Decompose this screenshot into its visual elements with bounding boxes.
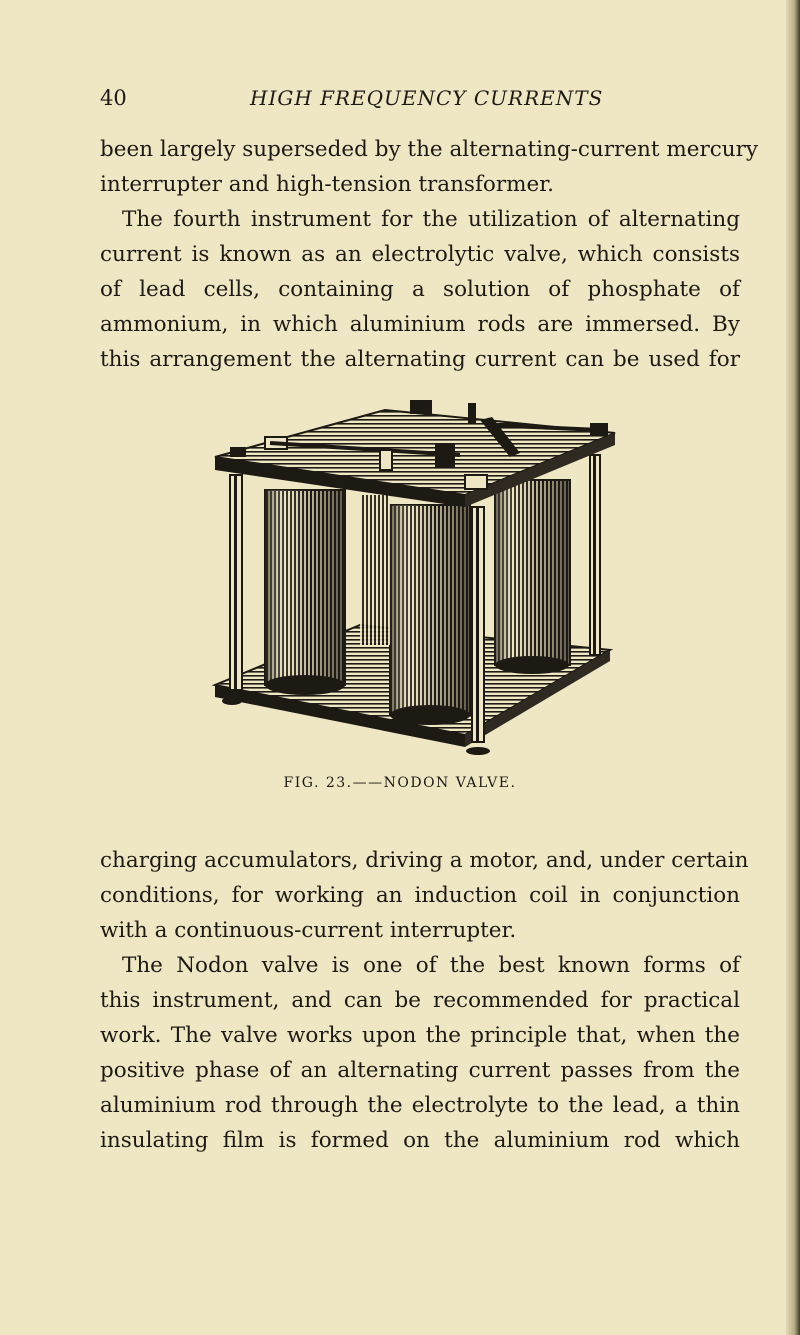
text-line: ammonium, in which aluminium rods are immersed. By [100, 312, 740, 337]
text-line: been largely superseded by the alternating-current mercury [100, 137, 759, 162]
paragraph [100, 948, 740, 1158]
page-number: 40 [100, 86, 127, 110]
paragraph [100, 202, 740, 377]
text-line: this arrangement the alternating current can be used for [100, 347, 740, 372]
lead-cell-back [495, 480, 570, 674]
text-line: current is known as an electrolytic valve, which consists [100, 242, 740, 267]
text-block-bottom [100, 843, 749, 1158]
text-line: The Nodon valve is one of the best known forms of [122, 953, 740, 978]
nodon-valve-illustration [210, 395, 620, 760]
page-edge-shadow [786, 0, 800, 1335]
text-line: interrupter and high-tension transformer. [100, 172, 554, 197]
text-line: insulating film is formed on the aluminium rod which [100, 1128, 740, 1153]
lead-cell-left [265, 490, 345, 695]
text-line: The fourth instrument for the utilization of alternating [122, 207, 740, 232]
lead-cell-middle [360, 495, 390, 645]
text-line: charging accumulators, driving a motor, and, under certain [100, 848, 749, 873]
text-line: aluminium rod through the electrolyte to the lead, a thin [100, 1093, 740, 1118]
text-line: of lead cells, containing a solution of phosphate of [100, 277, 740, 302]
text-line: with a continuous-current interrupter. [100, 918, 517, 943]
lead-cell-front [390, 505, 470, 725]
running-head [100, 86, 740, 116]
text-block-top [100, 132, 759, 377]
running-title: HIGH FREQUENCY CURRENTS [250, 86, 604, 110]
paragraph [100, 843, 749, 948]
figure-caption: FIG. 23.——NODON VALVE. [283, 775, 517, 791]
text-line: positive phase of an alternating current passes from the [100, 1058, 740, 1083]
text-line: conditions, for working an induction coil in conjunction [100, 883, 740, 908]
paragraph [100, 132, 759, 202]
text-line: work. The valve works upon the principle that, when the [100, 1023, 740, 1048]
text-line: this instrument, and can be recommended for practical [100, 988, 740, 1013]
